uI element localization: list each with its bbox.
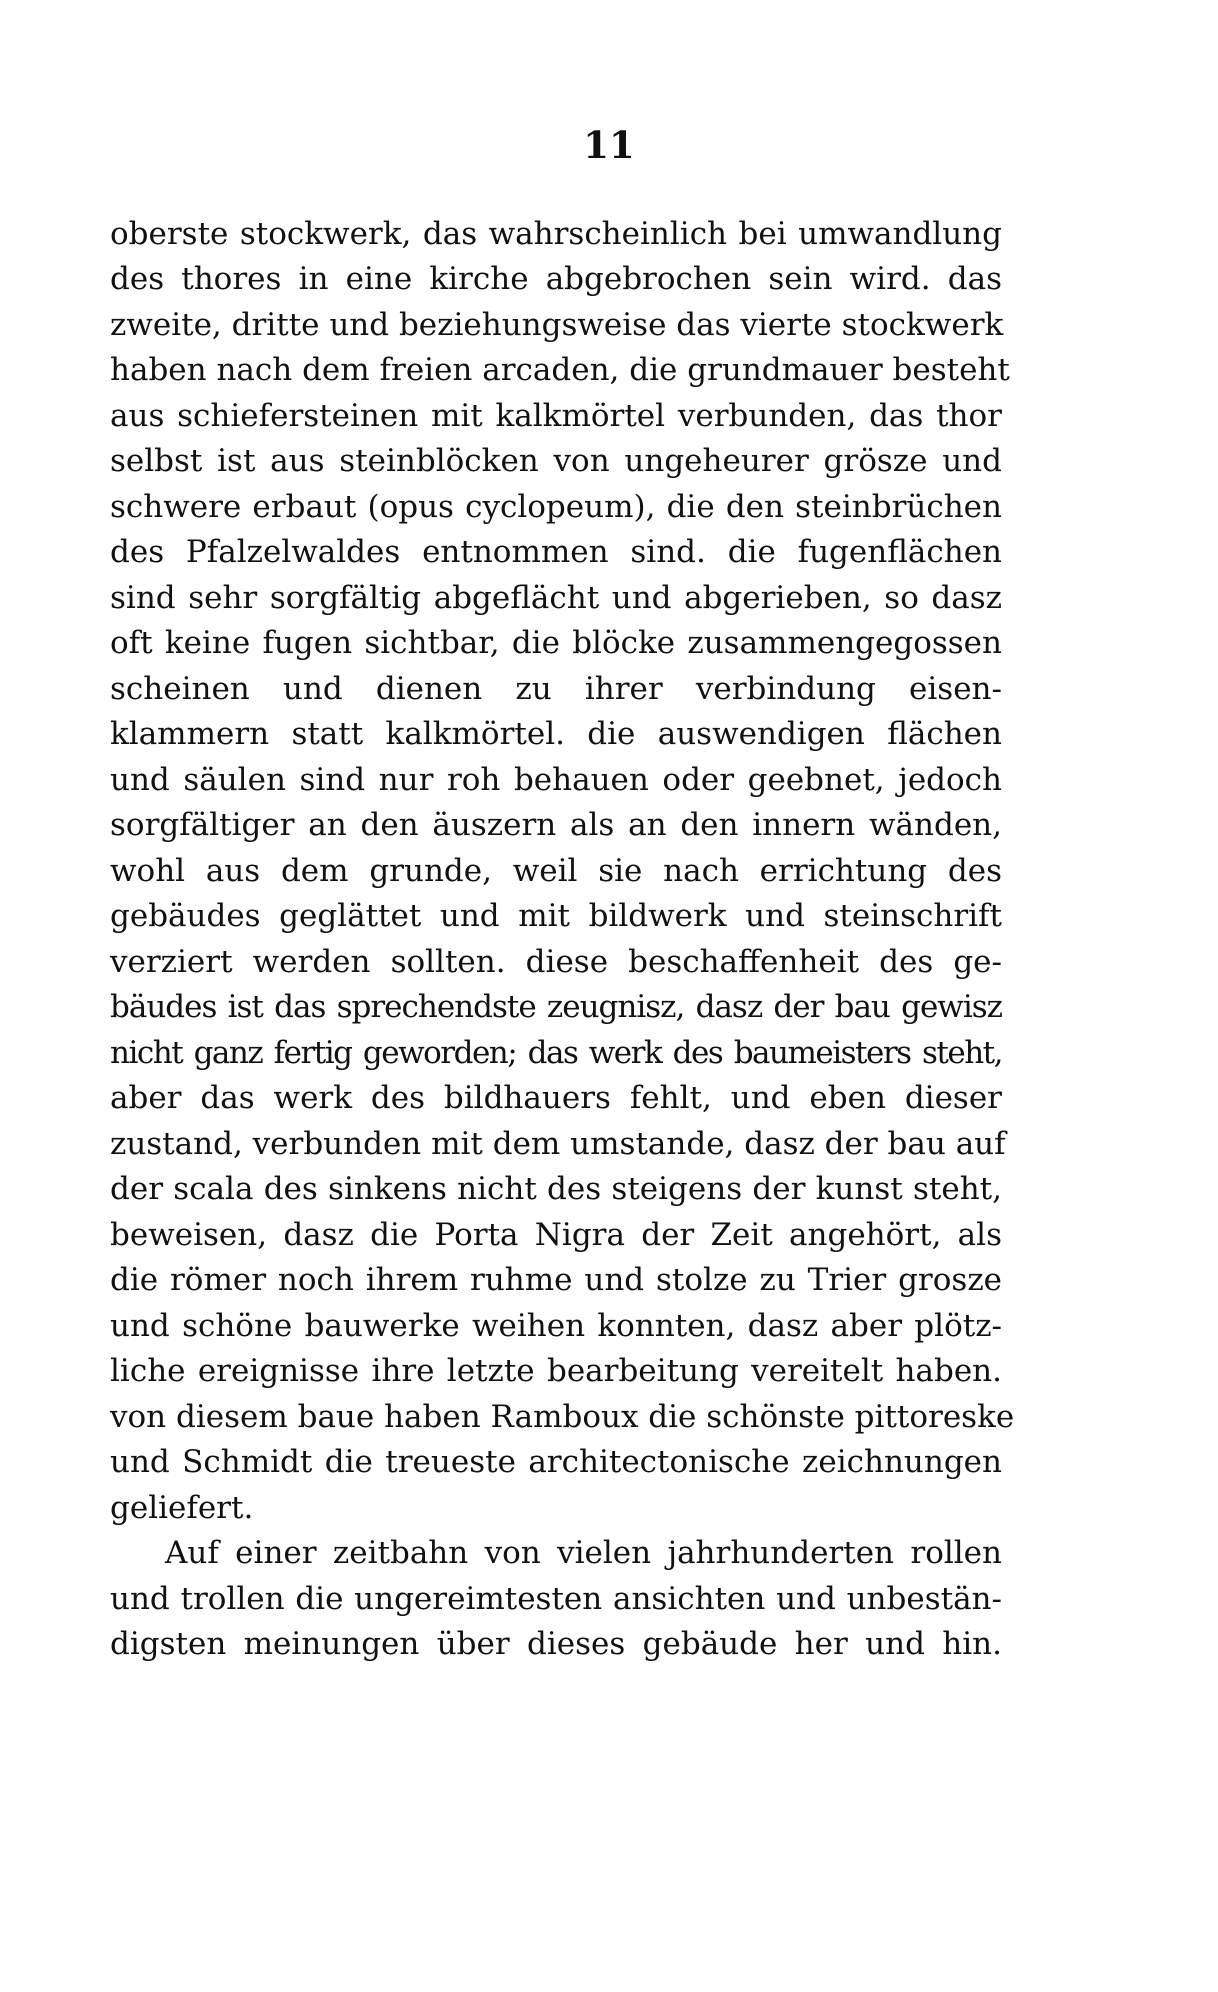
text-line: aus schiefersteinen mit kalkmörtel verbunden, das thor bbox=[110, 398, 1002, 434]
text-line: der scala des sinkens nicht des steigens der kunst steht, bbox=[110, 1171, 1002, 1207]
text-line: des thores in eine kirche abgebrochen sein wird. das bbox=[110, 261, 1002, 297]
text-line: oft keine fugen sichtbar, die blöcke zusammengegossen bbox=[110, 625, 1002, 661]
text-line: und säulen sind nur roh behauen oder geebnet, jedoch bbox=[110, 762, 1002, 798]
text-line: gebäudes geglättet und mit bildwerk und steinschrift bbox=[110, 898, 1002, 934]
text-line: schwere erbaut (opus cyclopeum), die den steinbrüchen bbox=[110, 489, 1002, 525]
text-line: oberste stockwerk, das wahrscheinlich bei umwandlung bbox=[110, 216, 1002, 252]
text-line: von diesem baue haben Ramboux die schönste pittoreske bbox=[110, 1399, 1015, 1435]
text-line: verziert werden sollten. diese beschaffenheit des ge- bbox=[110, 944, 1002, 980]
text-line: zustand, verbunden mit dem umstande, dasz der bau auf bbox=[110, 1126, 1006, 1162]
text-line: aber das werk des bildhauers fehlt, und eben dieser bbox=[110, 1080, 1002, 1116]
text-line: Auf einer zeitbahn von vielen jahrhunderten rollen bbox=[165, 1535, 1002, 1571]
text-line: liche ereignisse ihre letzte bearbeitung vereitelt haben. bbox=[110, 1353, 1002, 1389]
text-line: klammern statt kalkmörtel. die auswendigen flächen bbox=[110, 716, 1002, 752]
text-line: bäudes ist das sprechendste zeugnisz, dasz der bau gewisz bbox=[110, 989, 1002, 1025]
text-line: selbst ist aus steinblöcken von ungeheurer grösze und bbox=[110, 443, 1002, 479]
page-number: 11 bbox=[583, 123, 635, 167]
text-line: wohl aus dem grunde, weil sie nach errichtung des bbox=[110, 853, 1002, 889]
text-line: sorgfältiger an den äuszern als an den innern wänden, bbox=[110, 807, 1002, 843]
text-line: haben nach dem freien arcaden, die grundmauer besteht bbox=[110, 352, 1010, 388]
text-line: die römer noch ihrem ruhme und stolze zu Trier grosze bbox=[110, 1262, 1002, 1298]
text-line: zweite, dritte und beziehungsweise das vierte stockwerk bbox=[110, 307, 1004, 343]
text-line: scheinen und dienen zu ihrer verbindung eisen- bbox=[110, 671, 1002, 707]
text-line: des Pfalzelwaldes entnommen sind. die fugenflächen bbox=[110, 534, 1002, 570]
text-line: und schöne bauwerke weihen konnten, dasz aber plötz- bbox=[110, 1308, 1002, 1344]
text-line: und Schmidt die treueste architectonische zeichnungen bbox=[110, 1444, 1002, 1480]
text-line: nicht ganz fertig geworden; das werk des baumeisters steht, bbox=[110, 1035, 1002, 1071]
text-line: beweisen, dasz die Porta Nigra der Zeit angehört, als bbox=[110, 1217, 1002, 1253]
text-line: digsten meinungen über dieses gebäude her und hin. bbox=[110, 1626, 1002, 1662]
text-line: und trollen die ungereimtesten ansichten und unbestän- bbox=[110, 1581, 1002, 1617]
text-line: geliefert. bbox=[110, 1490, 254, 1526]
text-line: sind sehr sorgfältig abgeflächt und abgerieben, so dasz bbox=[110, 580, 1002, 616]
